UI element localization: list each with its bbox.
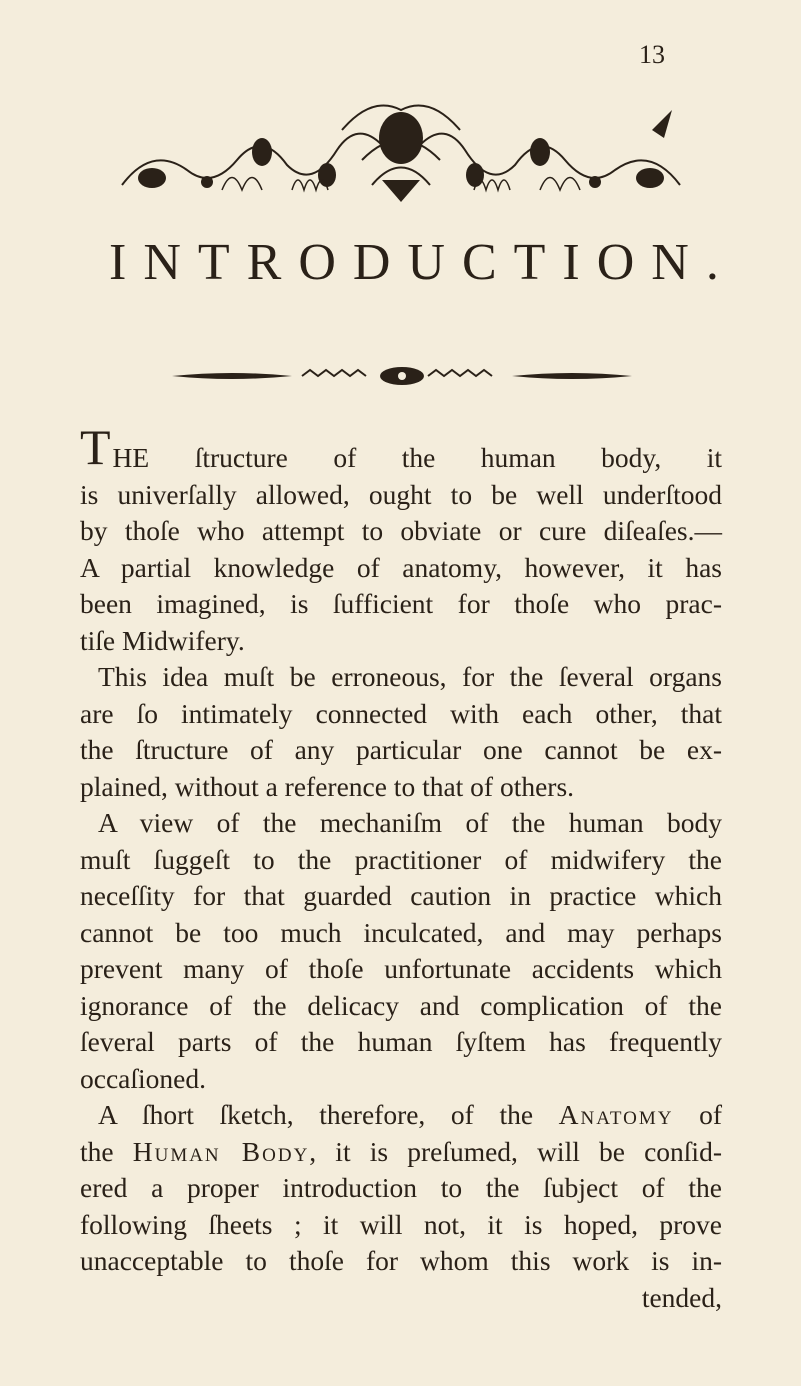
text-line: occaſioned.: [80, 1062, 206, 1094]
text-line: unacceptable to thoſe for whom this work is in-: [80, 1245, 722, 1276]
text-line: [80, 419, 722, 477]
text-line: [80, 1097, 722, 1134]
text-line: neceſſity for that guarded caution in practice which: [80, 880, 722, 911]
text-line: muſt ſuggeſt to the practitioner of midwifery the: [80, 843, 722, 875]
text-line: by thoſe who attempt to obviate or cure diſeaſes.—: [80, 515, 722, 546]
text-line: plained, without a reference to that of others.: [80, 770, 575, 802]
small-caps-run: Human Body: [132, 1135, 310, 1167]
small-caps-run: Anatomy: [558, 1099, 674, 1130]
text-run: , it is preſumed, will be conſid-: [309, 1135, 722, 1167]
text-run: A ſhort ſketch, therefore, of the: [98, 1099, 559, 1130]
text-line: ſeveral parts of the human ſyſtem has frequently: [80, 1026, 722, 1057]
text-line: are ſo intimately connected with each other, that: [80, 697, 722, 729]
text-line: This idea muſt be erroneous, for the ſeveral organs: [98, 661, 722, 692]
text-run: the: [80, 1135, 133, 1167]
text-line: cannot be too much inculcated, and may perhaps: [80, 916, 722, 948]
text-line: A view of the mechaniſm of the human body: [98, 807, 722, 838]
drop-cap: T: [80, 419, 111, 475]
floral-headpiece-icon: [112, 90, 690, 205]
text-line: [80, 1134, 722, 1171]
text-line: A partial knowledge of anatomy, however, it has: [80, 551, 722, 583]
text-line: been imagined, is ſufficient for thoſe who prac-: [80, 588, 722, 619]
chapter-title: INTRODUCTION.: [109, 234, 736, 291]
text-line: following ſheets ; it will not, it is hoped, prove: [80, 1208, 722, 1240]
text-run: HE ſtructure of the human body, it: [112, 442, 722, 473]
text-line: is univerſally allowed, ought to be well underſtood: [80, 478, 722, 510]
text-run: of: [673, 1099, 722, 1130]
decorative-rule-icon: [172, 366, 632, 386]
body-text: [80, 419, 722, 1316]
text-line: ignorance of the delicacy and complication of the: [80, 989, 722, 1021]
text-line: prevent many of thoſe unfortunate accidents which: [80, 953, 722, 984]
text-line: ered a proper introduction to the ſubject of the: [80, 1172, 722, 1203]
text-line: tiſe Midwifery.: [80, 624, 245, 656]
text-line: tended,: [641, 1281, 722, 1313]
page-number: 13: [639, 40, 665, 69]
text-line: the ſtructure of any particular one cannot be ex-: [80, 734, 722, 765]
